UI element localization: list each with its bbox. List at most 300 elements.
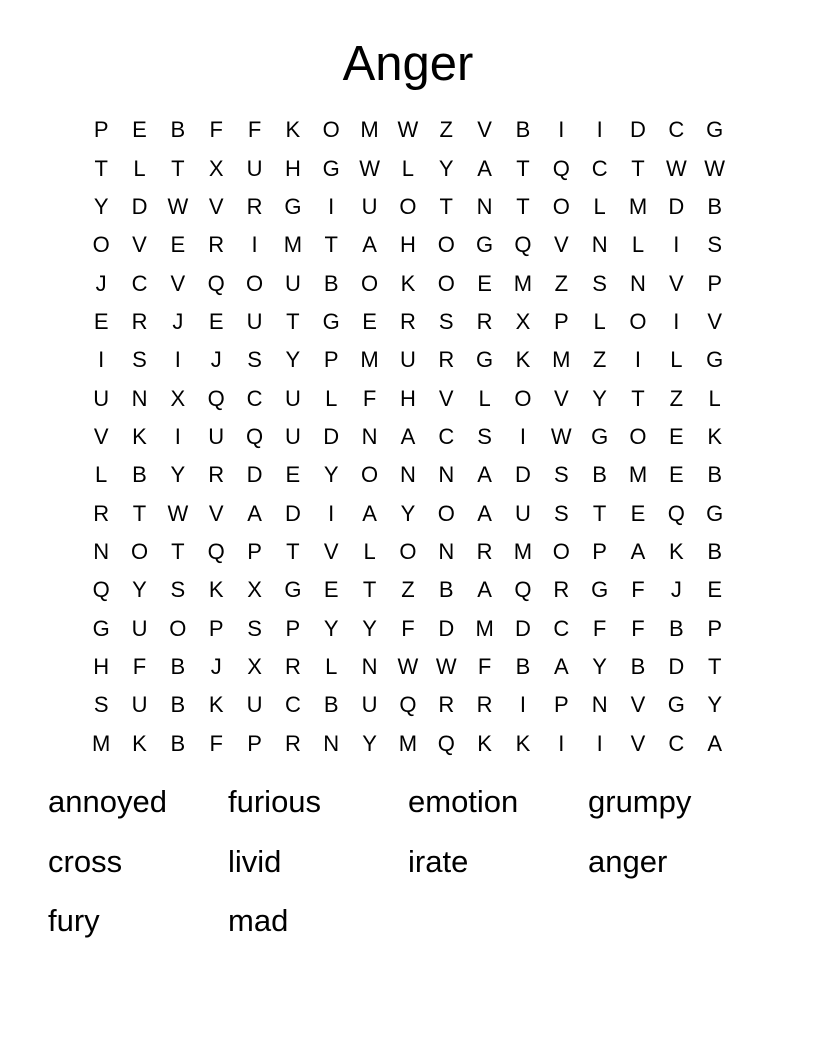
grid-letter: K [208, 692, 224, 718]
grid-letter: V [132, 232, 147, 258]
grid-letter: Q [399, 692, 417, 718]
grid-letter: U [131, 615, 148, 641]
grid-letter: P [208, 615, 224, 641]
grid-letter: B [515, 117, 531, 143]
grid-letter: B [170, 692, 186, 718]
grid-letter: V [170, 270, 186, 296]
grid-letter: F [477, 653, 492, 679]
grid-letter: I [634, 347, 642, 373]
grid-letter: I [519, 692, 527, 718]
grid-letter: X [208, 155, 224, 181]
grid-letter: W [167, 193, 189, 219]
grid-letter: Z [401, 577, 415, 603]
grid-letter: N [591, 692, 608, 718]
grid-letter: L [325, 653, 338, 679]
word-list-item: fury [48, 903, 100, 938]
grid-letter: I [596, 730, 603, 756]
grid-letter: T [707, 653, 722, 679]
grid-letter: S [93, 692, 109, 718]
grid-letter: O [437, 232, 455, 258]
grid-row [82, 494, 734, 532]
grid-letter: P [592, 538, 607, 564]
grid-letter: T [439, 193, 453, 219]
grid-letter: F [631, 615, 645, 641]
grid-letter: B [668, 615, 684, 641]
grid-letter: F [592, 615, 607, 641]
grid-letter: P [285, 615, 301, 641]
grid-letter: Q [437, 730, 455, 756]
grid-letter: S [477, 423, 492, 449]
grid-letter: I [174, 347, 181, 373]
grid-letter: Y [592, 653, 607, 679]
grid-letter: I [251, 232, 258, 258]
grid-letter: V [553, 232, 569, 258]
grid-letter: L [478, 385, 491, 411]
grid-letter: I [519, 423, 527, 449]
grid-letter: W [359, 155, 380, 181]
grid-letter: I [98, 347, 105, 373]
grid-letter: I [673, 308, 680, 334]
grid-letter: U [246, 692, 263, 718]
grid-letter: C [284, 692, 301, 718]
grid-letter: G [706, 117, 724, 143]
grid-letter: D [131, 193, 148, 219]
grid-letter: K [515, 347, 531, 373]
grid-letter: M [283, 232, 303, 258]
grid-letter: B [170, 653, 186, 679]
grid-letter: V [208, 193, 224, 219]
grid-letter: P [323, 347, 339, 373]
grid-letter: R [208, 232, 225, 258]
grid-letter: T [592, 500, 607, 526]
word-list-item: emotion [408, 784, 519, 819]
grid-letter: E [323, 577, 339, 603]
grid-letter: V [668, 270, 684, 296]
grid-letter: M [92, 730, 111, 756]
grid-letter: U [246, 308, 263, 334]
grid-letter: U [515, 500, 531, 526]
grid-letter: Q [92, 577, 110, 603]
grid-letter: A [477, 577, 492, 603]
grid-letter: C [668, 117, 685, 143]
grid-letter: M [628, 462, 648, 488]
grid-letter: E [208, 308, 224, 334]
grid-letter: U [284, 270, 301, 296]
grid-row [82, 571, 734, 609]
grid-letter: N [438, 538, 455, 564]
grid-letter: G [284, 193, 302, 219]
grid-letter: E [132, 117, 147, 143]
grid-letter: V [630, 730, 646, 756]
grid-letter: O [130, 538, 149, 564]
grid-letter: O [629, 308, 647, 334]
grid-letter: H [399, 385, 416, 411]
grid-letter: W [704, 155, 726, 181]
grid-letter: Y [362, 615, 377, 641]
grid-letter: U [131, 692, 148, 718]
grid-letter: Z [592, 347, 607, 373]
grid-letter: J [172, 308, 184, 334]
grid-letter: D [668, 653, 685, 679]
grid-letter: H [93, 653, 110, 679]
grid-letter: P [93, 117, 109, 143]
grid-letter: F [247, 117, 262, 143]
grid-letter: A [400, 423, 416, 449]
grid-letter: M [513, 538, 533, 564]
grid-letter: P [247, 730, 262, 756]
grid-letter: E [285, 462, 301, 488]
grid-letter: X [247, 653, 262, 679]
grid-letter: I [328, 500, 335, 526]
grid-letter: Y [285, 347, 301, 373]
grid-letter: U [208, 423, 225, 449]
grid-letter: R [476, 308, 493, 334]
grid-letter: D [630, 117, 646, 143]
grid-letter: B [515, 653, 531, 679]
grid-letter: V [707, 308, 723, 334]
grid-row [82, 303, 734, 341]
grid-letter: R [553, 577, 570, 603]
grid-letter: M [475, 615, 494, 641]
grid-letter: D [515, 615, 531, 641]
grid-letter: E [93, 308, 109, 334]
grid-letter: S [170, 577, 186, 603]
grid-letter: V [323, 538, 339, 564]
grid-row [82, 379, 734, 417]
grid-letter: Y [707, 692, 723, 718]
grid-letter: P [707, 270, 723, 296]
grid-letter: L [401, 155, 415, 181]
grid-letter: T [94, 155, 108, 181]
grid-letter: O [169, 615, 187, 641]
grid-letter: R [438, 347, 455, 373]
grid-letter: X [515, 308, 531, 334]
grid-letter: R [208, 462, 225, 488]
grid-letter: B [170, 730, 186, 756]
grid-letter: N [93, 538, 110, 564]
grid-row [82, 533, 734, 571]
grid-letter: E [477, 270, 492, 296]
grid-letter: G [476, 347, 494, 373]
grid-letter: V [553, 385, 569, 411]
grid-letter: D [438, 615, 455, 641]
grid-letter: L [593, 308, 606, 334]
grid-letter: C [591, 155, 608, 181]
grid-letter: O [322, 117, 340, 143]
grid-letter: I [558, 730, 565, 756]
grid-letter: L [95, 462, 108, 488]
grid-letter: Y [170, 462, 186, 488]
grid-letter: O [437, 270, 455, 296]
grid-letter: G [706, 347, 724, 373]
grid-letter: A [630, 538, 646, 564]
grid-letter: G [667, 692, 685, 718]
grid-letter: U [246, 155, 263, 181]
grid-letter: O [552, 538, 570, 564]
grid-letter: S [132, 347, 147, 373]
grid-letter: K [668, 538, 684, 564]
grid-letter: R [246, 193, 263, 219]
grid-letter: W [665, 155, 687, 181]
grid-letter: B [323, 270, 339, 296]
grid-letter: G [92, 615, 110, 641]
grid-letter: Z [439, 117, 453, 143]
grid-letter: K [707, 423, 723, 449]
word-list-item: livid [228, 843, 282, 879]
grid-letter: L [133, 155, 146, 181]
grid-row [82, 609, 734, 647]
grid-letter: I [558, 117, 565, 143]
grid-letter: O [361, 462, 379, 488]
word-list-item: grumpy [588, 784, 692, 819]
grid-letter: K [132, 730, 147, 756]
grid-letter: J [95, 270, 107, 296]
grid-letter: L [593, 193, 606, 219]
grid-letter: X [170, 385, 186, 411]
grid-letter: M [552, 347, 571, 373]
grid-letter: S [247, 347, 262, 373]
grid-letter: C [246, 385, 263, 411]
grid-letter: U [284, 423, 301, 449]
grid-row [82, 341, 734, 379]
grid-letter: B [438, 577, 454, 603]
grid-letter: D [515, 462, 531, 488]
grid-letter: W [167, 500, 189, 526]
grid-letter: N [591, 232, 608, 258]
grid-letter: P [553, 308, 569, 334]
grid-letter: K [400, 270, 416, 296]
grid-letter: E [668, 462, 684, 488]
grid-letter: F [401, 615, 415, 641]
grid-letter: G [322, 308, 340, 334]
grid-letter: Q [514, 577, 532, 603]
grid-letter: Q [245, 423, 264, 449]
grid-letter: Q [207, 538, 225, 564]
grid-row [82, 456, 734, 494]
grid-letter: D [246, 462, 263, 488]
grid-letter: T [631, 155, 645, 181]
grid-letter: Z [554, 270, 569, 296]
grid-letter: R [438, 692, 455, 718]
grid-letter: N [361, 423, 378, 449]
grid-letter: D [284, 500, 301, 526]
grid-row [82, 686, 734, 724]
grid-letter: G [284, 577, 302, 603]
grid-letter: I [328, 193, 335, 219]
grid-letter: E [668, 423, 684, 449]
grid-letter: M [513, 270, 533, 296]
grid-row [82, 149, 734, 187]
grid-letter: O [514, 385, 532, 411]
grid-letter: P [247, 538, 262, 564]
grid-letter: Q [667, 500, 685, 526]
grid-letter: O [92, 232, 110, 258]
grid-letter: B [707, 193, 723, 219]
grid-letter: S [707, 232, 723, 258]
grid-letter: O [629, 423, 647, 449]
grid-letter: V [208, 500, 224, 526]
grid-letter: F [631, 577, 645, 603]
grid-letter: T [631, 385, 645, 411]
grid-letter: E [362, 308, 377, 334]
grid-letter: G [322, 155, 340, 181]
grid-letter: B [707, 462, 723, 488]
grid-letter: A [477, 500, 492, 526]
grid-letter: X [247, 577, 262, 603]
grid-letter: S [592, 270, 607, 296]
grid-letter: O [552, 193, 570, 219]
grid-letter: B [630, 653, 646, 679]
grid-letter: A [707, 730, 723, 756]
grid-letter: R [93, 500, 110, 526]
grid-row [82, 264, 734, 302]
grid-letter: Q [207, 270, 225, 296]
grid-letter: U [284, 385, 301, 411]
grid-letter: Y [362, 730, 377, 756]
grid-letter: U [93, 385, 110, 411]
grid-letter: N [438, 462, 455, 488]
grid-letter: R [284, 730, 301, 756]
grid-letter: E [630, 500, 646, 526]
grid-letter: C [668, 730, 685, 756]
grid-letter: T [516, 193, 530, 219]
grid-letter: J [210, 653, 222, 679]
grid-letter: B [707, 538, 723, 564]
grid-letter: Y [400, 500, 416, 526]
word-list-item: cross [48, 843, 123, 879]
grid-letter: N [476, 193, 493, 219]
grid-letter: W [550, 423, 572, 449]
grid-letter: K [515, 730, 531, 756]
grid-letter: N [399, 462, 416, 488]
grid-letter: F [362, 385, 377, 411]
grid-letter: M [628, 193, 648, 219]
grid-row [82, 226, 734, 264]
grid-letter: R [476, 692, 493, 718]
grid-letter: N [361, 653, 378, 679]
grid-letter: L [631, 232, 645, 258]
grid-letter: F [132, 653, 147, 679]
grid-letter: I [596, 117, 603, 143]
grid-letter: K [285, 117, 301, 143]
grid-letter: D [323, 423, 340, 449]
grid-letter: S [247, 615, 262, 641]
grid-letter: U [361, 193, 378, 219]
grid-letter: R [284, 653, 301, 679]
grid-letter: E [170, 232, 186, 258]
word-list-item: anger [588, 843, 668, 879]
grid-letter: T [132, 500, 147, 526]
grid-letter: T [171, 155, 185, 181]
grid-letter: C [131, 270, 148, 296]
grid-letter: B [592, 462, 607, 488]
grid-letter: T [171, 538, 185, 564]
word-list-item: irate [408, 843, 469, 879]
grid-letter: O [399, 193, 417, 219]
grid-letter: Q [514, 232, 532, 258]
grid-letter: I [174, 423, 181, 449]
grid-letter: V [93, 423, 109, 449]
grid-letter: G [706, 500, 724, 526]
grid-letter: D [668, 193, 685, 219]
grid-letter: V [438, 385, 454, 411]
grid-letter: S [438, 308, 454, 334]
grid-letter: Y [438, 155, 454, 181]
grid-letter: G [591, 423, 609, 449]
grid-letter: R [476, 538, 493, 564]
word-list [48, 772, 768, 951]
grid-letter: U [361, 692, 378, 718]
grid-letter: T [286, 538, 300, 564]
grid-row [82, 188, 734, 226]
word-list-item: annoyed [48, 784, 167, 819]
grid-letter: V [477, 117, 492, 143]
grid-letter: T [324, 232, 338, 258]
grid-letter: H [399, 232, 416, 258]
grid-letter: N [630, 270, 646, 296]
grid-row [82, 418, 734, 456]
grid-letter: A [553, 653, 569, 679]
grid-letter: J [210, 347, 222, 373]
grid-letter: W [435, 653, 457, 679]
grid-row [82, 648, 734, 686]
grid-letter: T [362, 577, 377, 603]
grid-letter: K [208, 577, 224, 603]
word-list-item: furious [228, 784, 322, 819]
grid-letter: W [397, 653, 419, 679]
grid-letter: F [209, 117, 223, 143]
grid-letter: P [707, 615, 723, 641]
puzzle-title: Anger [342, 37, 474, 91]
grid-letter: E [707, 577, 723, 603]
grid-letter: B [323, 692, 339, 718]
grid-letter: I [673, 232, 680, 258]
grid-letter: N [131, 385, 148, 411]
grid-letter: F [209, 730, 223, 756]
grid-letter: A [247, 500, 262, 526]
grid-letter: Y [93, 193, 109, 219]
grid-letter: O [245, 270, 264, 296]
word-list-item: mad [228, 903, 289, 938]
grid-row [82, 111, 734, 149]
grid-letter: C [553, 615, 570, 641]
grid-letter: A [362, 232, 377, 258]
grid-letter: T [516, 155, 530, 181]
grid-letter: B [132, 462, 147, 488]
grid-letter: M [398, 730, 418, 756]
grid-letter: V [630, 692, 646, 718]
grid-letter: G [591, 577, 609, 603]
grid-letter: S [553, 500, 569, 526]
grid-letter: L [325, 385, 338, 411]
grid-letter: R [131, 308, 148, 334]
grid-letter: P [553, 692, 569, 718]
grid-letter: L [670, 347, 683, 373]
grid-letter: G [476, 232, 494, 258]
grid-letter: Y [323, 615, 339, 641]
letter-grid [82, 111, 734, 763]
grid-letter: J [670, 577, 682, 603]
grid-letter: O [437, 500, 455, 526]
grid-letter: S [553, 462, 569, 488]
grid-letter: Y [132, 577, 147, 603]
grid-letter: Z [669, 385, 684, 411]
grid-letter: Q [552, 155, 570, 181]
grid-letter: Q [207, 385, 225, 411]
grid-row [82, 725, 734, 763]
grid-letter: B [170, 117, 186, 143]
grid-letter: A [477, 155, 492, 181]
